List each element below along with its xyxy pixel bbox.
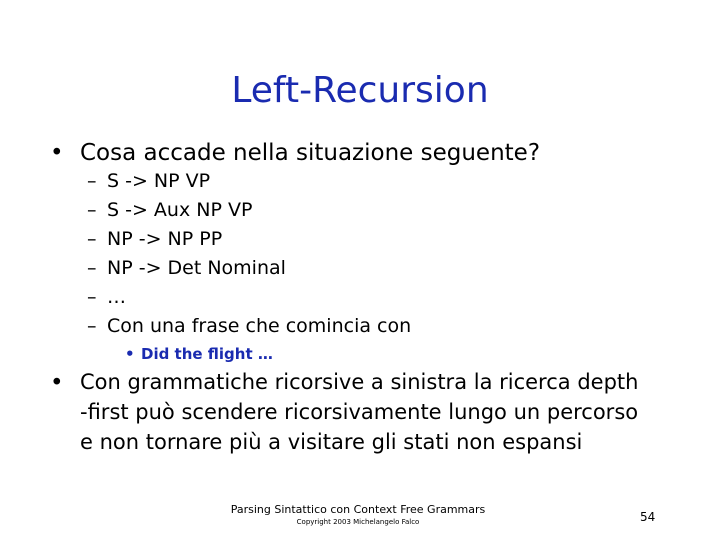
- dash: –: [87, 286, 97, 308]
- footer-title: Parsing Sintattico con Context Free Grammars: [230, 503, 486, 516]
- subsub-item-text: Did the flight …: [141, 345, 273, 363]
- bullet-2-line: Con grammatiche ricorsive a sinistra la ricerca depth: [80, 370, 639, 394]
- dash: –: [87, 257, 97, 279]
- sub-item-text: NP -> NP PP: [107, 228, 223, 250]
- sub-item-text: S -> NP VP: [107, 170, 211, 192]
- sub-item-text: NP -> Det Nominal: [107, 257, 286, 279]
- bullet-dot: •: [50, 140, 64, 166]
- bullet-1-text: Cosa accade nella situazione seguente?: [80, 140, 541, 166]
- bullet-2-line: e non tornare più a visitare gli stati non espansi: [80, 430, 583, 454]
- bullet-dot: •: [125, 345, 135, 363]
- slide-title: Left-Recursion: [231, 70, 489, 111]
- sub-item-text: …: [107, 286, 126, 308]
- sub-item-text: S -> Aux NP VP: [107, 199, 253, 221]
- bullet-dot: •: [50, 370, 64, 396]
- page-number: 54: [640, 510, 656, 524]
- dash: –: [87, 315, 97, 337]
- dash: –: [87, 199, 97, 221]
- footer-copyright: Copyright 2003 Michelangelo Falco: [296, 518, 420, 526]
- sub-item-text: Con una frase che comincia con: [107, 315, 412, 337]
- bullet-2-line: -first può scendere ricorsivamente lungo un percorso: [80, 400, 639, 424]
- dash: –: [87, 228, 97, 250]
- dash: –: [87, 170, 97, 192]
